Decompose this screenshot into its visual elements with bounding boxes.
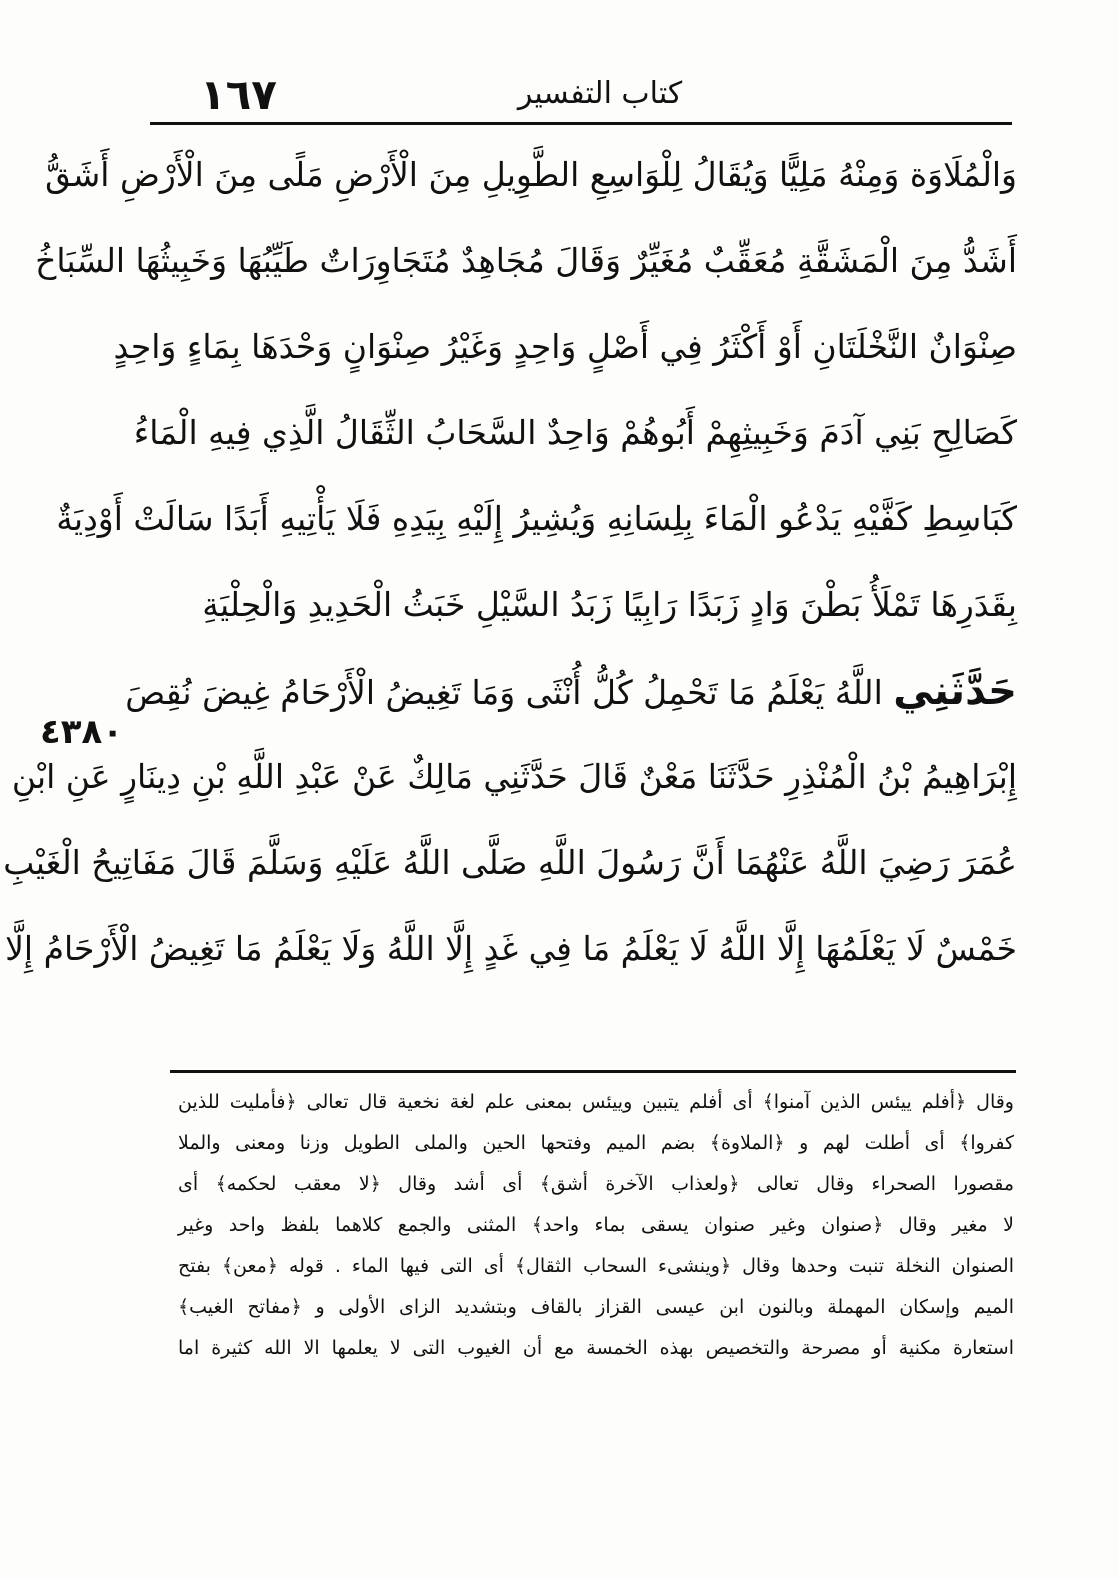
- main-line: صِنْوَانٌ النَّخْلَتَانِ أَوْ أَكْثَرُ فِي أَصْلٍ وَاحِدٍ وَغَيْرُ صِنْوَانٍ وَحْدَهَا بِمَاءٍ وَاحِدٍ: [113, 327, 1017, 366]
- footnote-line: الميم وإسكان المهملة وبالنون ابن عيسى القزاز بالقاف وبتشديد الزاى الأولى و ﴿مفاتح الغيب﴾: [178, 1296, 1014, 1318]
- hadith-heading-text: اللَّهُ يَعْلَمُ مَا تَحْمِلُ كُلُّ أُنْثَى وَمَا تَغِيضُ الْأَرْحَامُ غِيضَ نُقِصَ: [125, 673, 883, 712]
- footnote-rule: [170, 1070, 1016, 1073]
- footnote-line: الصنوان النخلة تنبت وحدها وقال ﴿وينشىء السحاب الثقال﴾ أى التى فيها الماء . قوله ﴿معن﴾ بفتح: [178, 1255, 1014, 1277]
- footnote-line: استعارة مكنية أو مصرحة والتخصيص بهذه الخمسة مع أن الغيوب التى لا يعلمها الا الله كثيرة اما: [178, 1337, 1014, 1359]
- footnote-line: مقصورا الصحراء وقال تعالى ﴿ولعذاب الآخرة أشق﴾ أى أشد وقال ﴿لا معقب لحكمه﴾ أى: [178, 1173, 1014, 1195]
- page-number: ١٦٧: [200, 70, 277, 119]
- main-line: وَالْمُلَاوَة وَمِنْهُ مَلِيًّا وَيُقَالُ لِلْوَاسِعِ الطَّوِيلِ مِنَ الْأَرْضِ مَلًى مِنَ الْأَرْضِ أَشَقُّ: [45, 155, 1017, 194]
- hadith-line: خَمْسٌ لَا يَعْلَمُهَا إِلَّا اللَّهُ لَا يَعْلَمُ مَا فِي غَدٍ إِلَّا اللَّهُ وَلَا يَعْلَمُ مَا تَغِيضُ الْأَرْحَامُ إِلَّا: [5, 929, 1017, 968]
- main-line: كَصَالِحِ بَنِي آدَمَ وَخَبِيثِهِمْ أَبُوهُمْ وَاحِدٌ السَّحَابُ الثِّقَالُ الَّذِي فِيهِ الْمَاءُ: [133, 413, 1017, 452]
- running-title: كتاب التفسير: [517, 76, 683, 111]
- main-line: أَشَدُّ مِنَ الْمَشَقَّةِ مُعَقِّبٌ مُغَيِّرٌ وَقَالَ مُجَاهِدٌ مُتَجَاوِرَاتٌ طَيِّبُهَا وَخَبِيثُهَا السِّبَاخُ: [35, 241, 1017, 280]
- footnote-line: كفروا﴾ أى أطلت لهم و ﴿الملاوة﴾ بضم الميم وفتحها الحين والملى الطويل وزنا ومعنى والملا: [178, 1132, 1014, 1154]
- footnote-line: وقال ﴿أفلم ييئس الذين آمنوا﴾ أى أفلم يتبين وييئس بمعنى علم لغة نخعية قال تعالى ﴿فأمليت للذين: [178, 1091, 1014, 1113]
- footnotes: [178, 1084, 1014, 1371]
- hadith-heading-line: [125, 656, 1017, 742]
- hadith-line: عُمَرَ رَضِيَ اللَّهُ عَنْهُمَا أَنَّ رَسُولَ اللَّهِ صَلَّى اللَّهُ عَلَيْهِ وَسَلَّمَ قَالَ مَفَاتِيحُ الْغَيْبِ: [3, 843, 1017, 882]
- header-rule: [150, 122, 1012, 125]
- hadith-line: إِبْرَاهِيمُ بْنُ الْمُنْذِرِ حَدَّثَنَا مَعْنٌ قَالَ حَدَّثَنِي مَالِكٌ عَنْ عَبْدِ اللَّهِ بْنِ دِينَارٍ عَنِ ابْنِ: [11, 757, 1017, 796]
- hadith-number: ٤٣٨٠: [40, 712, 124, 752]
- footnote-line: لا مغير وقال ﴿صنوان وغير صنوان يسقى بماء واحد﴾ المثنى والجمع كلاهما بلفظ واحد وغير: [178, 1214, 1014, 1236]
- main-line: كَبَاسِطِ كَفَّيْهِ يَدْعُو الْمَاءَ بِلِسَانِهِ وَيُشِيرُ إِلَيْهِ بِيَدِهِ فَلَا يَأْتِيهِ أَبَدًا سَالَتْ أَوْدِيَةٌ: [56, 499, 1017, 538]
- main-line: بِقَدَرِهَا تَمْلَأُ بَطْنَ وَادٍ زَبَدًا رَابِيًا زَبَدُ السَّيْلِ خَبَثُ الْحَدِيدِ وَالْحِلْيَةِ: [202, 585, 1017, 624]
- page-header: [150, 68, 1010, 118]
- hadith-opening-word: حَدَّثَنِي: [893, 668, 1017, 714]
